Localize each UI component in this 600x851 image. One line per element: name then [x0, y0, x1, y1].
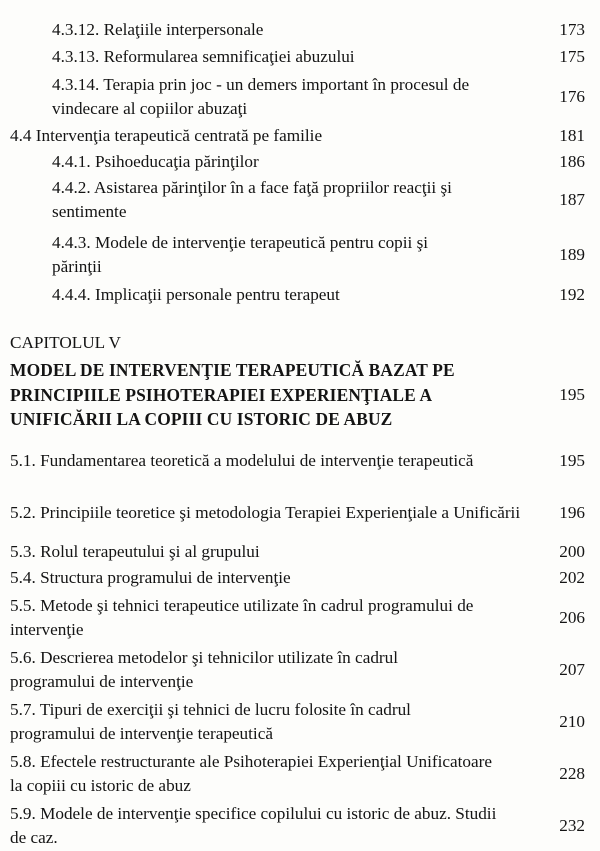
chapter-page: 195 — [559, 385, 585, 404]
toc-entry-page: 232 — [559, 816, 585, 835]
toc-entry-page: 202 — [559, 568, 585, 587]
toc-entry-title: 4.4 Intervenţia terapeutică centrată pe familie — [10, 126, 323, 145]
toc-entry-page: 210 — [559, 712, 585, 731]
toc-entry-title: 5.6. Descrierea metodelor şi tehnicilor utilizate în cadrul programului de intervenţie — [10, 648, 399, 691]
toc-entry-title: 5.4. Structura programului de intervenţie — [10, 568, 291, 587]
toc-entry-5-8 — [10, 749, 585, 799]
toc-entry-title: 5.2. Principiile teoretice şi metodologia Terapiei Experienţiale a Unificării — [10, 503, 521, 522]
toc-entry-title: 4.4.3. Modele de intervenţie terapeutică pentru copii şi părinţii — [52, 233, 429, 276]
toc-entry-4-4 — [10, 124, 585, 148]
chapter-title: MODEL DE INTERVENŢIE TERAPEUTICĂ BAZAT PE PRINCIPIILE PSIHOTERAPIEI EXPERIENŢIALE A UNIFICĂRII LA COPIII CU ISTORIC DE ABUZ — [10, 360, 455, 430]
toc-entry-title: 5.5. Metode şi tehnici terapeutice utilizate în cadrul programului de intervenţie — [10, 596, 474, 639]
toc-entry-page: 196 — [559, 503, 585, 522]
toc-entry-title: 4.3.13. Reformularea semnificaţiei abuzului — [52, 47, 355, 66]
toc-entry-page: 206 — [559, 608, 585, 627]
toc-entry-5-4 — [10, 566, 585, 590]
toc-entry-page: 207 — [559, 660, 585, 679]
toc-entry-page: 200 — [559, 542, 585, 561]
toc-entry-title: 5.1. Fundamentarea teoretică a modelului de intervenţie terapeutică — [10, 451, 474, 470]
toc-entry-title: 4.4.1. Psihoeducaţia părinţilor — [52, 152, 259, 171]
toc-entry-4-3-13 — [52, 45, 585, 69]
toc-entry-4-3-12 — [52, 18, 585, 42]
toc-entry-title: 5.3. Rolul terapeutului şi al grupului — [10, 542, 260, 561]
toc-entry-page: 186 — [559, 152, 585, 171]
toc-entry-5-3 — [10, 540, 585, 564]
chapter-label: CAPITOLUL V — [10, 333, 121, 352]
toc-entry-title: 4.4.2. Asistarea părinţilor în a face faţă propriilor reacţii şi sentimente — [52, 178, 452, 221]
toc-entry-page: 173 — [559, 20, 585, 39]
toc-entry-4-4-3 — [52, 230, 585, 280]
chapter-title-entry — [10, 357, 585, 433]
toc-entry-title: 4.3.12. Relaţiile interpersonale — [52, 20, 264, 39]
toc-entry-4-4-1 — [52, 150, 585, 174]
toc-entry-page: 176 — [559, 87, 585, 106]
toc-entry-4-4-4 — [52, 283, 585, 307]
toc-entry-5-1 — [10, 436, 585, 486]
toc-entry-page: 181 — [559, 126, 585, 145]
toc-entry-title: 4.4.4. Implicaţii personale pentru terapeut — [52, 285, 340, 304]
toc-entry-4-3-14 — [52, 72, 585, 122]
toc-entry-page: 175 — [559, 47, 585, 66]
toc-entry-5-5 — [10, 593, 585, 643]
toc-entry-page: 187 — [559, 190, 585, 209]
toc-entry-5-7 — [10, 697, 585, 747]
toc-entry-5-6 — [10, 645, 585, 695]
toc-entry-page: 195 — [559, 451, 585, 470]
toc-entry-title: 5.7. Tipuri de exerciţii şi tehnici de lucru folosite în cadrul programului de intervenţie terapeutică — [10, 700, 411, 743]
toc-entry-4-4-2 — [52, 175, 585, 225]
toc-entry-5-2 — [10, 488, 585, 538]
toc-entry-5-9 — [10, 801, 585, 851]
toc-entry-page: 189 — [559, 245, 585, 264]
toc-entry-title: 4.3.14. Terapia prin joc - un demers important în procesul de vindecare al copiilor abuzaţi — [52, 75, 470, 118]
toc-entry-title: 5.9. Modele de intervenţie specifice copilului cu istoric de abuz. Studii de caz. — [10, 804, 497, 847]
toc-entry-title: 5.8. Efectele restructurante ale Psihoterapiei Experienţial Unificatoare la copiii cu istoric de abuz — [10, 752, 492, 795]
toc-entry-page: 228 — [559, 764, 585, 783]
toc-entry-page: 192 — [559, 285, 585, 304]
